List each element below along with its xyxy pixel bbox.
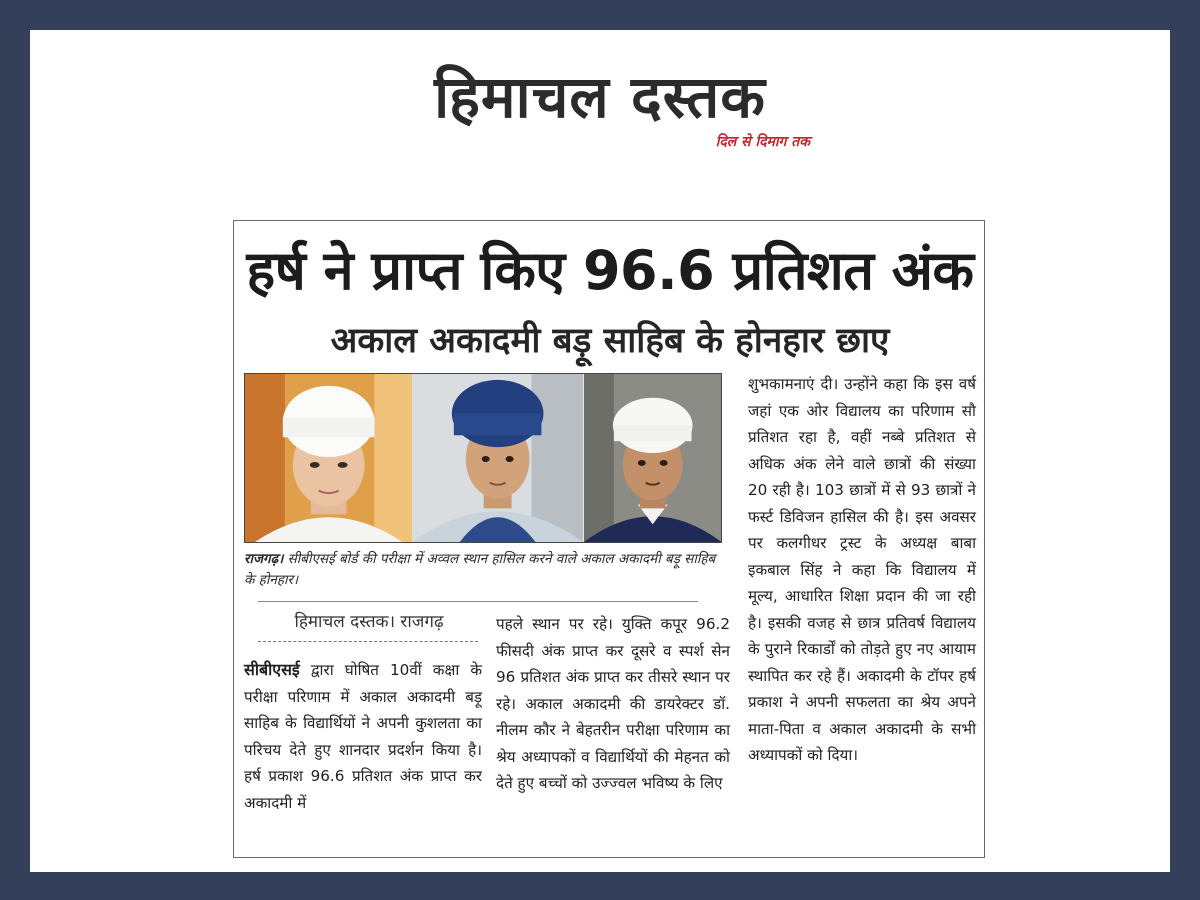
photo-caption [244,549,722,591]
caption-place: राजगढ़। [244,551,284,567]
headline: हर्ष ने प्राप्त किए 96.6 प्रतिशत अंक [246,239,974,302]
subheadline: अकाल अकादमी बड़ू साहिब के होनहार छाए [330,321,890,361]
student-photo-3 [584,374,721,542]
column-1-text: द्वारा घोषित 10वीं कक्षा के परीक्षा परिणाम में अकाल अकादमी बड़ू साहिब के विद्यार्थियों ने अपनी कुशलता का परिचय देते हुए शानदार प्रदर्शन किया है। हर्ष प्रकाश 96.6 प्रतिशत अंक प्राप्त कर अकादमी में [244,661,482,812]
news-clipping [233,220,985,858]
lead-word: सीबीएसई [244,660,300,679]
article-column-1 [244,657,482,816]
byline-divider [258,641,478,642]
masthead-tagline: दिल से दिमाग तक [715,134,810,150]
article-column-3: शुभकामनाएं दी। उन्होंने कहा कि इस वर्ष जहां एक ओर विद्यालय का परिणाम सौ प्रतिशत रहा है, वहीं नब्बे प्रतिशत से अधिक अंक लेने वाले छात्रों की संख्या 20 रही है। 103 छात्रों में से 93 छात्रों ने फर्स्ट डिविजन हासिल की है। इस अवसर पर कलगीधर ट्रस्ट के अध्यक्ष बाबा इकबाल सिंह ने कहा कि विद्यालय में मूल्य, आधारित शिक्षा प्रदान की जा रही है। इसकी वजह से छात्र प्रतिवर्ष विद्यालय के पुराने रिकार्डों को तोड़ते हुए नए आयाम स्थापित कर रहे हैं। अकादमी के टॉपर हर्ष प्रकाश ने अपनी सफलता का श्रेय अपने माता-पिता व अकाल अकादमी के सभी अध्यापकों को दिया। [748,375,976,764]
divider [258,601,698,602]
byline: हिमाचल दस्तक। राजगढ़ [294,612,444,632]
student-photo-1 [245,374,412,542]
masthead-title: हिमाचल दस्तक [434,63,766,131]
newspaper-page [30,30,1170,872]
article-column-2: पहले स्थान पर रहे। युक्ति कपूर 96.2 फीसदी अंक प्राप्त कर दूसरे व स्पर्श सेन 96 प्रतिशत अंक प्राप्त कर तीसरे स्थान पर रहे। अकाल अकादमी की डायरेक्टर डॉ. नीलम कौर ने बेहतरीन परीक्षा परिणाम का श्रेय अध्यापकों व विद्यार्थियों की मेहनत को देते हुए बच्चों को उज्ज्वल भविष्य के लिए [496,615,730,792]
caption-text: सीबीएसई बोर्ड की परीक्षा में अव्वल स्थान हासिल करने वाले अकाल अकादमी बड़ू साहिब के होनहार। [244,551,716,588]
student-photo-2 [412,374,583,542]
student-photos [244,373,722,543]
masthead [380,58,820,158]
